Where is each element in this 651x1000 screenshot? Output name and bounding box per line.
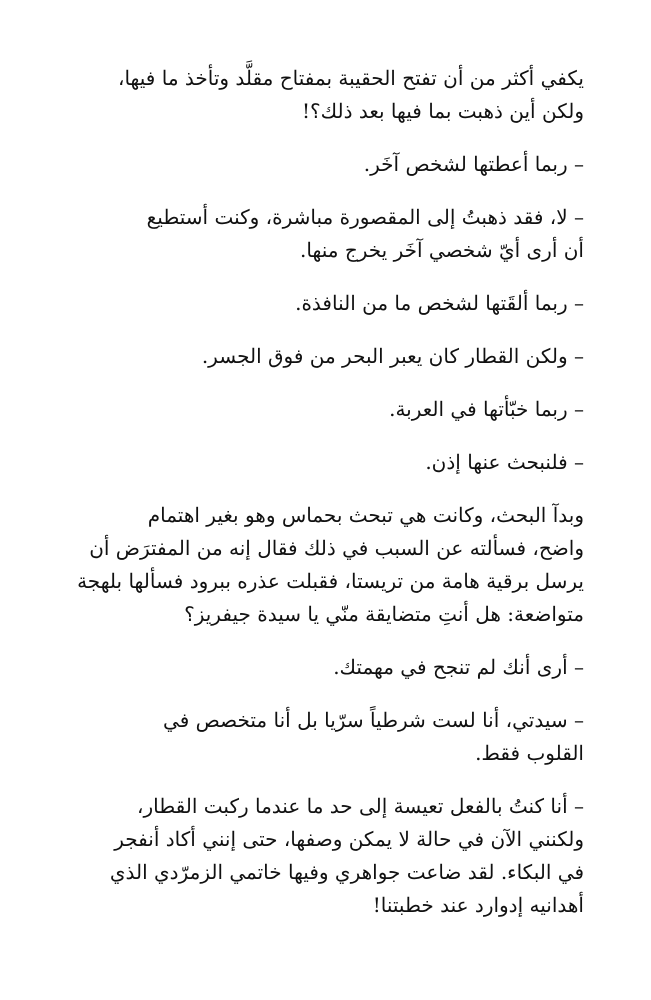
text-line: – ربما أعطتها لشخص آخَر.	[363, 152, 584, 176]
text-line: – لا، فقد ذهبتُ إلى المقصورة مباشرة، وكنت أستطيع	[146, 205, 584, 229]
text-line: واضح، فسألته عن السبب في ذلك فقال إنه من المفترَض أن	[89, 536, 584, 560]
paragraph	[72, 790, 584, 922]
text-line: يرسل برقية هامة من تريستا، فقبلت عذره ببرود فسألها بلهجة	[77, 569, 584, 593]
text-line: أهدانيه إدوارد عند خطبتنا!	[372, 893, 584, 917]
paragraph	[72, 446, 584, 479]
text-line: متواضعة: هل أنتِ متضايقة منّي يا سيدة جيفريز؟	[184, 602, 584, 626]
paragraph	[72, 62, 584, 128]
paragraph	[72, 148, 584, 181]
text-line: – أرى أنك لم تنجح في مهمتك.	[333, 655, 584, 679]
book-page	[72, 62, 584, 942]
paragraph	[72, 651, 584, 684]
text-line: يكفي أكثر من أن تفتح الحقيبة بمفتاح مقلَّد وتأخذ ما فيها،	[118, 66, 584, 90]
paragraph	[72, 393, 584, 426]
text-line: – ربما خبّأتها في العربة.	[389, 397, 584, 421]
text-line: – أنا كنتُ بالفعل تعيسة إلى حد ما عندما ركبت القطار،	[137, 794, 584, 818]
text-line: – فلنبحث عنها إذن.	[425, 450, 584, 474]
paragraph	[72, 704, 584, 770]
paragraph	[72, 287, 584, 320]
text-line: وبدآ البحث، وكانت هي تبحث بحماس وهو بغير اهتمام	[147, 503, 584, 527]
text-line: أن أرى أيّ شخصي آخَر يخرج منها.	[300, 238, 584, 262]
paragraph	[72, 340, 584, 373]
text-line: – ربما ألقَتها لشخص ما من النافذة.	[295, 291, 584, 315]
text-line: القلوب فقط.	[475, 741, 584, 765]
paragraph	[72, 201, 584, 267]
text-line: في البكاء. لقد ضاعت جواهري وفيها خاتمي الزمرّدي الذي	[109, 860, 584, 884]
text-line: – سيدتي، أنا لست شرطياً سرّيا بل أنا متخصص في	[163, 708, 584, 732]
text-line: ولكنني الآن في حالة لا يمكن وصفها، حتى إنني أكاد أنفجر	[114, 827, 584, 851]
paragraph	[72, 499, 584, 631]
text-line: – ولكن القطار كان يعبر البحر من فوق الجسر.	[201, 344, 584, 368]
text-line: ولكن أين ذهبت بما فيها بعد ذلك؟!	[302, 99, 584, 123]
